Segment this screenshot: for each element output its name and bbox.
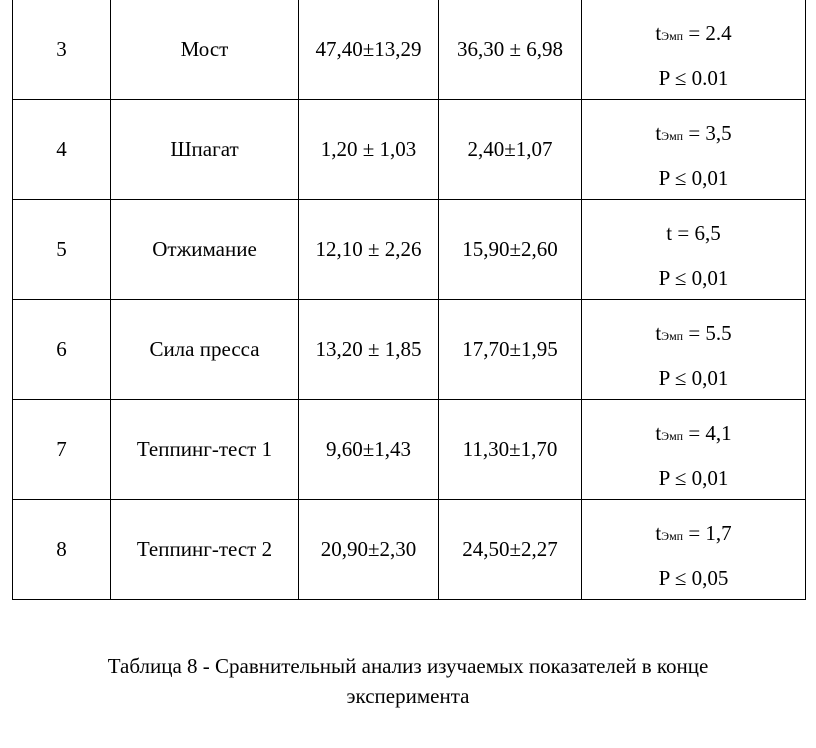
p-value: P ≤ 0,01 [658,465,729,490]
table-row [13,400,806,500]
table-caption [0,651,816,711]
t-symbol: t [666,220,673,245]
value-before: 1,20 ± 1,03 [299,100,439,200]
t-symbol: t [655,120,662,145]
p-value: P ≤ 0.01 [658,65,729,90]
t-symbol: t [655,520,662,545]
value-before: 13,20 ± 1,85 [299,300,439,400]
t-value: = 2.4 [683,20,732,45]
test-name: Мост [111,0,299,100]
p-value: P ≤ 0,05 [658,565,729,590]
value-before: 9,60±1,43 [299,400,439,500]
value-after: 11,30±1,70 [439,400,582,500]
row-number: 6 [13,300,111,400]
t-value: = 5.5 [683,320,732,345]
t-symbol: t [655,20,662,45]
t-subscript: Эмп [661,28,684,43]
t-subscript: Эмп [661,128,684,143]
t-statistic [582,220,805,245]
test-name: Сила пресса [111,300,299,400]
t-subscript: Эмп [661,428,684,443]
value-before: 20,90±2,30 [299,500,439,600]
t-symbol: t [655,420,662,445]
test-name: Шпагат [111,100,299,200]
t-value: = 4,1 [683,420,732,445]
results-table-body [13,0,806,600]
statistic-cell [582,0,806,100]
t-statistic [582,120,805,145]
value-after: 2,40±1,07 [439,100,582,200]
p-value: P ≤ 0,01 [658,265,729,290]
test-name: Теппинг-тест 1 [111,400,299,500]
statistic-cell [582,100,806,200]
caption-line-2: эксперимента [346,684,470,708]
table-row [13,200,806,300]
t-statistic [582,520,805,545]
value-after: 15,90±2,60 [439,200,582,300]
t-statistic [582,420,805,445]
caption-line-1: Таблица 8 - Сравнительный анализ изучаемых показателей в конце [107,654,709,678]
value-after: 36,30 ± 6,98 [439,0,582,100]
row-number: 3 [13,0,111,100]
test-name: Отжимание [111,200,299,300]
table-row [13,0,806,100]
row-number: 8 [13,500,111,600]
t-symbol: t [655,320,662,345]
t-statistic [582,20,805,45]
t-statistic [582,320,805,345]
results-table [12,0,806,600]
row-number: 5 [13,200,111,300]
test-name: Теппинг-тест 2 [111,500,299,600]
row-number: 7 [13,400,111,500]
table-row [13,300,806,400]
statistic-cell [582,500,806,600]
value-before: 47,40±13,29 [299,0,439,100]
t-value: = 3,5 [683,120,732,145]
p-value: P ≤ 0,01 [658,365,729,390]
statistic-cell [582,300,806,400]
value-before: 12,10 ± 2,26 [299,200,439,300]
p-value: P ≤ 0,01 [658,165,729,190]
t-value: = 1,7 [683,520,732,545]
table-row [13,100,806,200]
t-subscript: Эмп [661,528,684,543]
table-row [13,500,806,600]
t-value: = 6,5 [672,220,721,245]
statistic-cell [582,200,806,300]
value-after: 17,70±1,95 [439,300,582,400]
t-subscript: Эмп [661,328,684,343]
statistic-cell [582,400,806,500]
value-after: 24,50±2,27 [439,500,582,600]
row-number: 4 [13,100,111,200]
